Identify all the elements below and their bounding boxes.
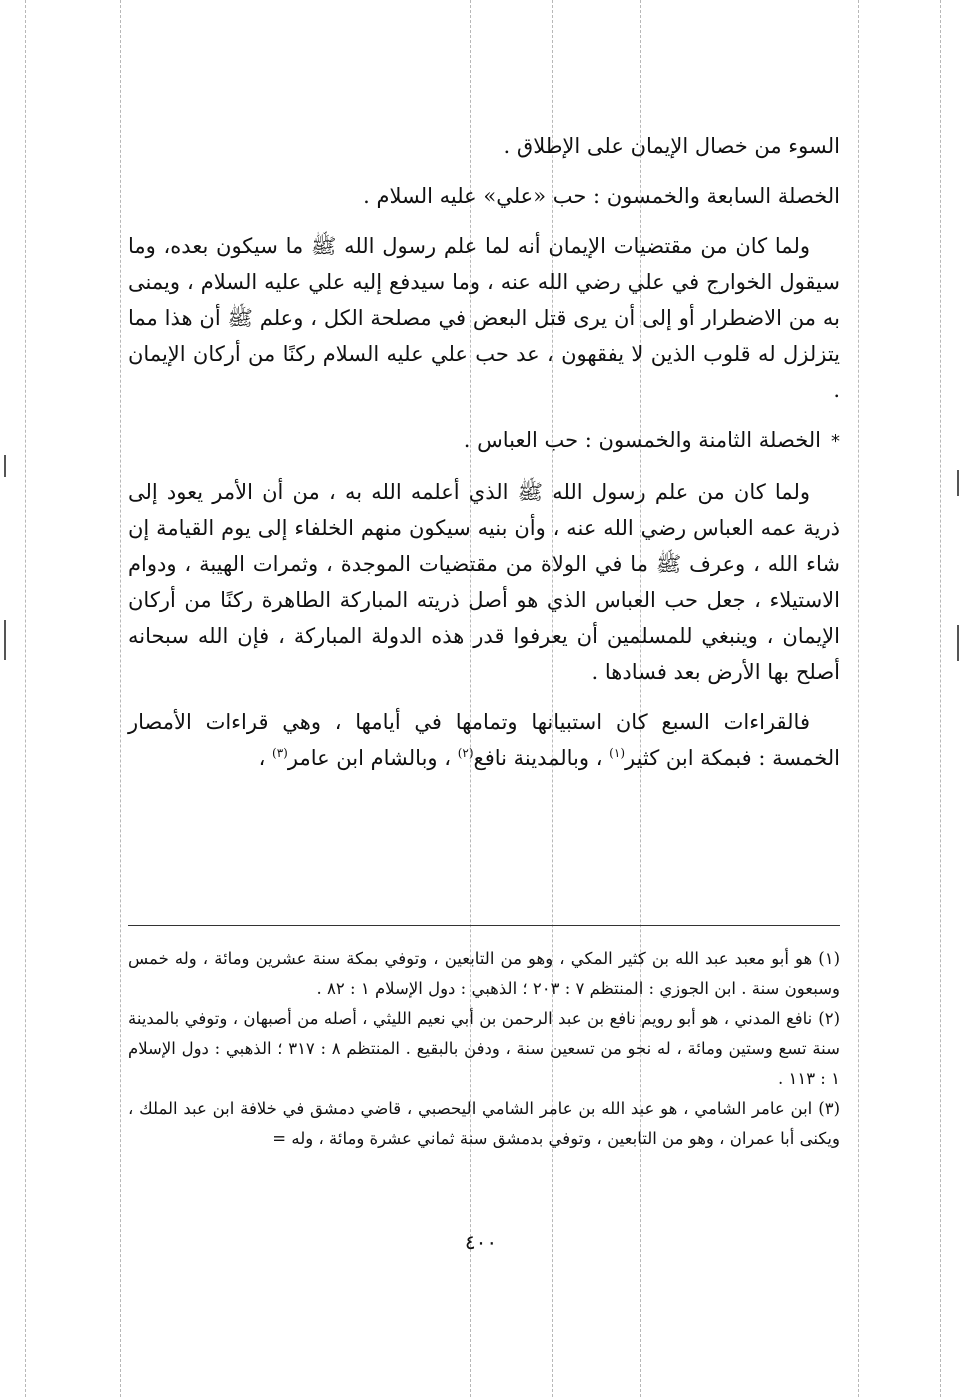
readings-text-4: ، xyxy=(258,746,273,770)
scan-guide-line xyxy=(120,0,121,1397)
footnote-number: (٣) xyxy=(818,1099,840,1118)
footnote-text: ابن عامر الشامي ، هو عبد الله بن عامر الشامي اليحصبي ، قاضي دمشق في خلافة ابن عبد الملك ، ويكنى أبا عمران ، وهو من التابعين ، وتوفي بدمشق سنة ثماني عشرة ومائة ، وله = xyxy=(128,1099,840,1148)
paragraph-abbas: ولما كان من علم رسول الله ﷺ الذي أعلمه الله به ، من أن الأمر يعود إلى ذرية عمه العباس رضي الله عنه ، وأن بنيه سيكون منهم الخلفاء إلى يوم القيامة إن شاء الله ، وعرف ﷺ ما في الولاة من مقتضيات الموجدة ، وثمرات الهيبة ، ودوام الاستيلاء ، جعل حب العباس الذي هو أصل ذريته المباركة الطاهرة ركنًا من أركان الإيمان ، وينبغي للمسلمين أن يعرفوا قدر هذه الدولة المباركة ، فإن الله سبحانه أصلح بها الأرض بعد فسادها . xyxy=(128,480,840,684)
page-number: ٤٠٠ xyxy=(464,1230,498,1254)
footnote-ref-2: (٢) xyxy=(457,746,474,760)
footnote-ref-3: (٣) xyxy=(272,746,288,760)
footnote-number: (٢) xyxy=(818,1009,840,1028)
scan-guide-line xyxy=(858,0,859,1397)
scan-guide-line xyxy=(25,0,26,1397)
scan-guide-line xyxy=(940,0,941,1397)
main-text xyxy=(128,128,840,776)
paragraph-readings xyxy=(128,704,840,776)
scan-edge-mark xyxy=(4,455,6,477)
readings-text-1: فالقراءات السبع كان استبيانها وتمامها في أيامها ، وهي قراءات الأمصار الخمسة : فبمكة ابن كثير xyxy=(128,710,840,770)
footnote-text: هو أبو معبد عبد الله بن كثير المكي ، وهو من التابعين ، وتوفي بمكة سنة عشرين ومائة ، وله خمس وسبعون سنة . ابن الجوزي : المنتظم ٧ : ٢٠٣ ؛ الذهبي : دول الإسلام ١ : ٨٢ . xyxy=(128,949,840,998)
readings-text-2: ، وبالمدينة نافع xyxy=(473,746,610,770)
paragraph-ali: ولما كان من مقتضيات الإيمان أنه لما علم رسول الله ﷺ ما سيكون بعده، وما سيقول الخوارج في علي رضي الله عنه ، وما سيدفع إليه علي عليه السلام ، ويمنى به من الاضطرار أو إلى أن يرى قتل البعض في مصلحة الكل ، وعلم ﷺ أن هذا مما يتزلزل له قلوب الذين لا يفقهون ، عد حب علي عليه السلام ركنًا من أركان الإيمان . xyxy=(128,234,840,402)
footnote-3 xyxy=(128,1094,840,1154)
footnote-number: (١) xyxy=(818,949,840,968)
section-heading-58-text: الخصلة الثامنة والخمسون : حب العباس . xyxy=(463,428,821,452)
readings-text-3: ، وبالشام ابن عامر xyxy=(287,746,458,770)
footnotes xyxy=(128,944,840,1154)
paragraph-continuation: السوء من خصال الإيمان على الإطلاق . xyxy=(503,134,840,158)
footnote-ref-1: (١) xyxy=(609,746,625,760)
scan-edge-mark xyxy=(4,620,6,660)
footnote-text: نافع المدني ، هو أبو رويم نافع بن عبد الرحمن بن أبي نعيم الليثي ، أصله من أصبهان ، وتوفي بالمدينة سنة تسع وستين ومائة ، له نحو من تسعين سنة ، ودفن بالبقيع . المنتظم ٨ : ٣١٧ ؛ الذهبي : دول الإسلام ١ : ١١٣ . xyxy=(128,1009,840,1088)
scan-edge-mark xyxy=(957,625,959,661)
section-heading-58 xyxy=(128,422,840,460)
footnote-divider xyxy=(128,925,840,926)
star-marker-icon: * xyxy=(831,431,840,452)
section-heading-57: الخصلة السابعة والخمسون : حب «علي» عليه السلام . xyxy=(363,184,840,208)
scan-edge-mark xyxy=(957,470,959,496)
footnote-2 xyxy=(128,1004,840,1094)
footnote-1 xyxy=(128,944,840,1004)
